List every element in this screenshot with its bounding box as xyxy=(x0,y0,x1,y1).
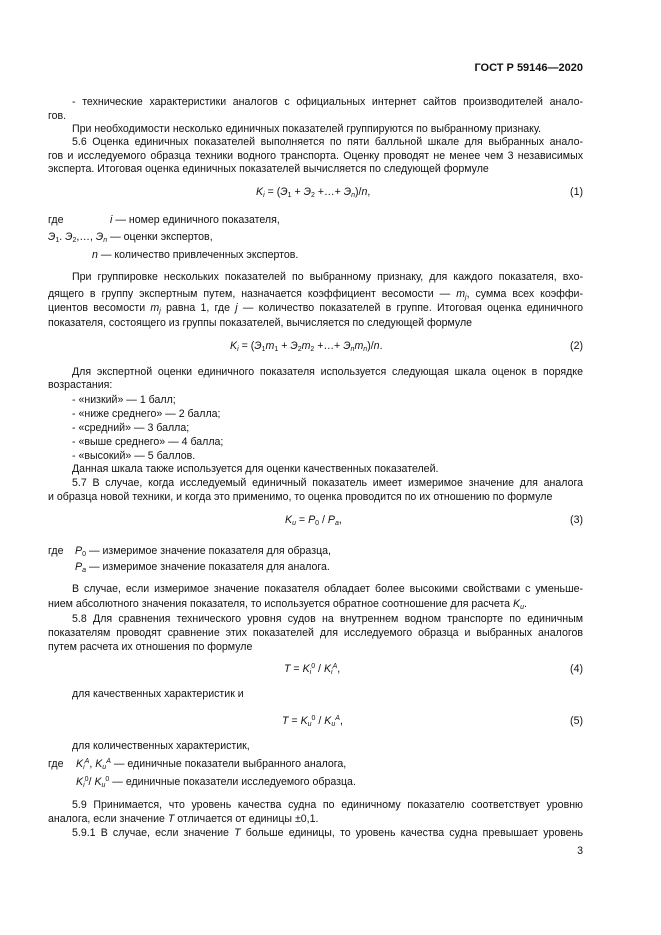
formula-number: (3) xyxy=(570,514,583,526)
legend-desc: — количество привлеченных экспертов. xyxy=(100,249,299,261)
scale-item: - «высокий» — 5 баллов. xyxy=(72,450,196,462)
paragraph-line: путем расчета их отношения по формуле xyxy=(48,641,253,653)
paragraph-line: и образца новой техники, и когда это применимо, то оценка проводится по их отношению по формуле xyxy=(48,491,553,503)
formula-number: (1) xyxy=(570,186,583,198)
paragraph-line: При группировке нескольких показателей по выбранному признаку, для каждого показателя, вхо- xyxy=(72,271,583,283)
formula-number: (2) xyxy=(570,340,583,352)
where-label: где xyxy=(48,214,64,226)
legend-desc: — измеримое значение показателя для образца, xyxy=(88,545,331,557)
paragraph-line: нием абсолютного значения показателя, то используется обратное соотношение для расчета $K_u$. xyxy=(48,598,527,611)
section-5-7-line: 5.7 В случае, когда исследуемый единичный показатель имеет измеримое значение для аналога xyxy=(72,477,583,489)
paragraph-line: Для экспертной оценки единичного показателя используется следующая шкала оценок в порядке xyxy=(72,366,583,378)
paragraph-line: аналога, если значение T отличается от единицы ±0,1. xyxy=(48,813,319,825)
section-5-6-line: 5.6 Оценка единичных показателей выполняется по пяти балльной шкале для выбранных анало- xyxy=(72,136,583,148)
paragraph-line: эксперта. Итоговая оценка единичных показателей вычисляется по следующей формуле xyxy=(48,163,489,175)
formula-number: (4) xyxy=(570,663,583,675)
document-header: ГОСТ Р 59146—2020 xyxy=(474,62,583,74)
section-5-8-line: 5.8 Для сравнения технического уровня судов на внутреннем водном транспорте по единичным xyxy=(72,613,583,625)
legend-desc: — номер единичного показателя, xyxy=(115,214,280,226)
section-5-9-1-line: 5.9.1 В случае, если значение T больше единицы, то уровень качества судна превышает уровень xyxy=(72,827,584,839)
legend-item: $P_a$ — измеримое значение показателя для аналога. xyxy=(75,561,330,574)
paragraph-line: показателя, состоящего из группы показателей, вычисляется по следующей формуле xyxy=(48,317,473,329)
paragraph-line: для количественных характеристик, xyxy=(72,740,250,752)
legend-desc: — оценки экспертов, xyxy=(110,231,213,243)
paragraph-line: гов и исследуемого образца техники водного транспорта. Оценку проводят не менее чем 3 независимых xyxy=(48,150,583,162)
page-number: 3 xyxy=(577,845,583,857)
paragraph-line: для качественных характеристик и xyxy=(72,688,244,700)
legend-item: i — номер единичного показателя, xyxy=(110,214,280,226)
scale-item: - «выше среднего» — 4 балла; xyxy=(72,436,224,448)
legend-item: $K_i^0/$ $K_u^0$ — единичные показатели исследуемого образца. xyxy=(76,776,356,789)
legend-desc: — единичные показатели исследуемого образца. xyxy=(112,776,356,788)
legend-desc: — измеримое значение показателя для аналога. xyxy=(88,561,330,573)
list-item: - технические характеристики аналогов с официальных интернет сайтов производителей анало- xyxy=(72,96,583,108)
scale-item: - «низкий» — 1 балл; xyxy=(72,394,176,406)
legend-item: $Э_1$. $Э_2,\dots$, $Э_n$ — оценки экспертов, xyxy=(48,231,213,244)
paragraph-line: гов. xyxy=(48,110,67,122)
legend-desc: — единичные показатели выбранного аналога, xyxy=(113,758,347,770)
legend-item: $K_i^A$, $K_u^A$ — единичные показатели выбранного аналога, xyxy=(76,758,347,771)
scale-item: - «средний» — 3 балла; xyxy=(72,422,190,434)
paragraph-line: возрастания: xyxy=(48,379,113,391)
legend-item: n — количество привлеченных экспертов. xyxy=(92,249,299,261)
legend-item: $P_0$ — измеримое значение показателя для образца, xyxy=(75,545,331,558)
where-label: где xyxy=(48,545,64,557)
paragraph-line: дящего в группу экспертным путем, назначается коэффициент весомости — $m_j$, сумма всех коэффи- xyxy=(48,288,584,301)
section-5-9-line: 5.9 Принимается, что уровень качества судна по единичному показателю соответствует уровню xyxy=(72,799,583,811)
formula-number: (5) xyxy=(570,715,583,727)
paragraph-line: показателям проводят сравнение этих показателей для исследуемого образца и выбранных аналогов xyxy=(48,627,583,639)
paragraph-line: При необходимости несколько единичных показателей группируются по выбранному признаку. xyxy=(72,123,542,135)
scale-item: - «ниже среднего» — 2 балла; xyxy=(72,408,221,420)
paragraph-line: циентов весомости $m_j$ равна 1, где j — количество показателей в группе. Итоговая оценка единичного xyxy=(48,302,584,315)
paragraph-line: В случае, если измеримое значение показателя обладает более высокими свойствами с уменьше- xyxy=(72,583,583,595)
where-label: где xyxy=(48,758,64,770)
paragraph-line: Данная шкала также используется для оценки качественных показателей. xyxy=(72,463,439,475)
